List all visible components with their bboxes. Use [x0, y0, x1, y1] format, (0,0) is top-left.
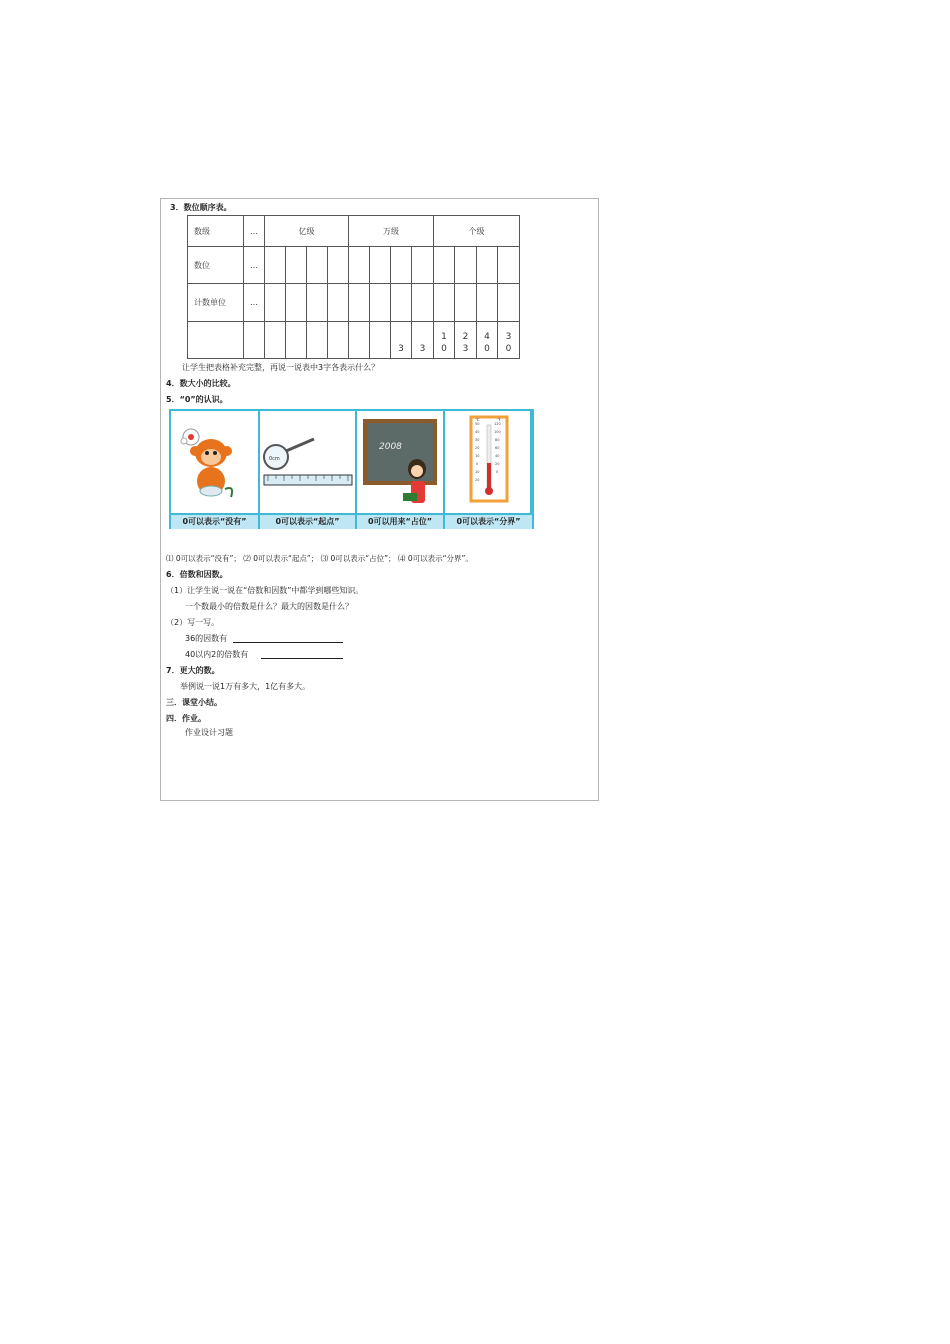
- caption-bar: [171, 513, 532, 529]
- panel-ruler: [260, 411, 357, 513]
- table-cell: [265, 284, 286, 322]
- caption-boundary: 0可以表示“分界”: [456, 517, 521, 526]
- svg-text:0: 0: [496, 470, 499, 474]
- table-cell: [286, 247, 307, 284]
- table-cell: [455, 284, 477, 322]
- table-cell: [286, 284, 307, 322]
- digit-cell: 1 0: [434, 322, 455, 359]
- table-cell: [349, 284, 370, 322]
- panel-blackboard: [357, 411, 445, 513]
- section-6-title: 6．倍数和因数。: [166, 570, 228, 579]
- homework-text: 作业设计习题: [185, 728, 233, 737]
- zero-meaning-picture-strip: [169, 409, 534, 529]
- row-label-level: 数级: [188, 216, 244, 247]
- place-value-table: [187, 215, 520, 359]
- digit-cell: 3: [412, 322, 434, 359]
- table-cell: [244, 322, 265, 359]
- digit-cell: 4 0: [477, 322, 498, 359]
- svg-text:40: 40: [495, 454, 500, 458]
- table-cell: [307, 322, 328, 359]
- table-cell: [391, 284, 412, 322]
- table-cell: [391, 247, 412, 284]
- multiples-of-2-label: 40以内2的倍数有: [185, 650, 249, 659]
- section-4-title: 4．数大小的比较。: [166, 379, 236, 388]
- table-cell: [477, 247, 498, 284]
- table-cell: [370, 284, 391, 322]
- svg-text:40: 40: [475, 430, 480, 434]
- table-cell: [434, 284, 455, 322]
- blackboard-illustration: [357, 411, 443, 513]
- svg-text:30: 30: [475, 438, 480, 442]
- row-label-place: 数位: [188, 247, 244, 284]
- table-cell: [328, 284, 349, 322]
- section-6-item-2: （2）写一写。: [166, 618, 220, 627]
- svg-text:0: 0: [476, 462, 479, 466]
- table-cell: [188, 322, 244, 359]
- svg-text:10: 10: [475, 454, 480, 458]
- monkey-illustration: [171, 411, 258, 513]
- section-6-question: 一个数最小的倍数是什么？最大的因数是什么？: [185, 602, 353, 611]
- table-cell: [455, 247, 477, 284]
- svg-text:50: 50: [475, 422, 480, 426]
- ellipsis-cell: …: [244, 284, 265, 322]
- table-cell: [307, 284, 328, 322]
- svg-text:120: 120: [494, 422, 501, 426]
- table-cell: [412, 284, 434, 322]
- table-cell: [370, 247, 391, 284]
- digit-cell: 2 3: [455, 322, 477, 359]
- row-label-unit: 计数单位: [188, 284, 244, 322]
- factors-of-36-label: 36的因数有: [185, 634, 228, 643]
- table-cell: [412, 247, 434, 284]
- table-cell: [477, 284, 498, 322]
- table-cell: [307, 247, 328, 284]
- svg-text:0cm: 0cm: [269, 456, 280, 462]
- part-4-title: 四．作业。: [166, 714, 206, 723]
- multiples-of-2-blank[interactable]: [261, 658, 343, 659]
- caption-placeholder: 0可以用来“占位”: [357, 515, 445, 529]
- digit-cell: 3: [391, 322, 412, 359]
- zero-summary: ⑴ 0可以表示“没有”； ⑵ 0可以表示“起点”； ⑶ 0可以表示“占位”； ⑷ 0可以表示“分界”。: [166, 554, 473, 563]
- table-cell: [434, 247, 455, 284]
- group-ge: 个级: [434, 216, 520, 247]
- section-5-title: 5．“0”的认识。: [166, 395, 228, 404]
- table-cell: [286, 322, 307, 359]
- svg-text:℃: ℃: [475, 417, 480, 422]
- table-cell: [328, 247, 349, 284]
- svg-text:20: 20: [475, 478, 480, 482]
- digit-cell: 3 0: [498, 322, 520, 359]
- table-cell: [349, 247, 370, 284]
- table-cell: [328, 322, 349, 359]
- section-6-item-1: （1）让学生说一说在“倍数和因数”中都学到哪些知识。: [166, 586, 364, 595]
- group-yi: 亿级: [265, 216, 349, 247]
- svg-text:2008: 2008: [379, 442, 402, 452]
- svg-text:℉: ℉: [497, 417, 501, 422]
- svg-text:20: 20: [495, 462, 500, 466]
- svg-text:60: 60: [495, 446, 500, 450]
- svg-text:80: 80: [495, 438, 500, 442]
- part-3-title: 三．课堂小结。: [166, 698, 222, 707]
- table-cell: [265, 247, 286, 284]
- section-7-text: 举例说一说1万有多大，1亿有多大。: [180, 682, 311, 691]
- table-cell: [265, 322, 286, 359]
- caption-nothing: 0可以表示“没有”: [171, 515, 260, 529]
- ellipsis-cell: …: [244, 216, 265, 247]
- table-cell: [370, 322, 391, 359]
- section-3-title: 3．数位顺序表。: [170, 203, 232, 212]
- group-wan: 万级: [349, 216, 434, 247]
- svg-text:20: 20: [475, 446, 480, 450]
- factors-of-36-blank[interactable]: [233, 642, 343, 643]
- thermometer-illustration: [445, 411, 532, 513]
- ruler-magnifier-illustration: [260, 411, 355, 513]
- caption-start-point: 0可以表示“起点”: [260, 515, 357, 529]
- table-cell: [498, 247, 520, 284]
- svg-text:100: 100: [494, 430, 501, 434]
- section-3-note: 让学生把表格补充完整，再说一说表中3字各表示什么？: [182, 363, 380, 372]
- table-cell: [349, 322, 370, 359]
- table-cell: [498, 284, 520, 322]
- ellipsis-cell: …: [244, 247, 265, 284]
- svg-text:10: 10: [475, 470, 480, 474]
- panel-monkey: [171, 411, 260, 513]
- panel-thermometer: [445, 411, 532, 513]
- section-7-title: 7．更大的数。: [166, 666, 220, 675]
